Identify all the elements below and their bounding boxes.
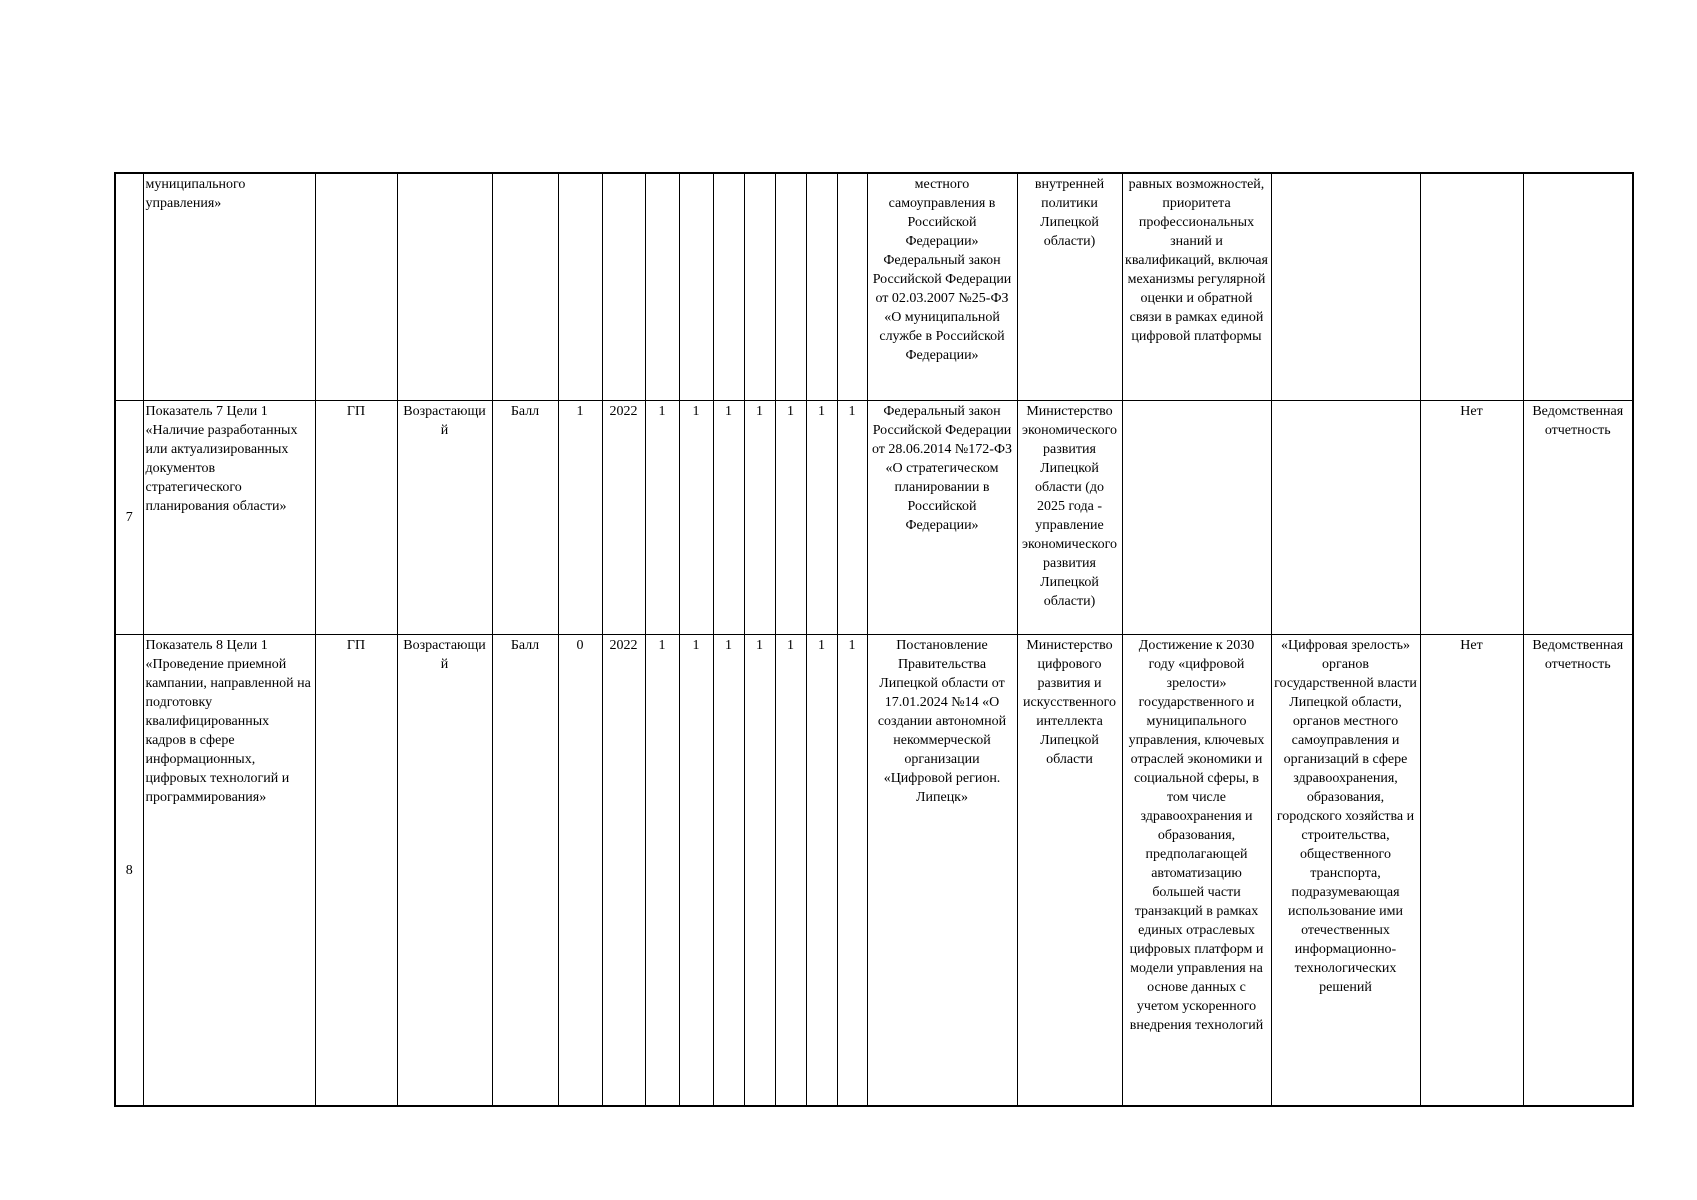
base-year [602, 173, 645, 401]
year-value: 1 [744, 401, 775, 635]
year-value [713, 173, 744, 401]
data-source: Ведомственная отчетность [1523, 401, 1633, 635]
gp-indicator-link [1271, 173, 1420, 401]
year-value: 1 [713, 635, 744, 1107]
indicators-table [114, 172, 1634, 1107]
gp-indicator-link: «Цифровая зрелость» органов государственной власти Липецкой области, органов местного самоуправления и организаций в сфере здравоохранения, образования, городского хозяйства и строительства, общественного транспорта, подразумевающая использование ими отечественных информационно-технологических решений [1271, 635, 1420, 1107]
indicator-level: ГП [315, 401, 397, 635]
data-source: Ведомственная отчетность [1523, 635, 1633, 1107]
row-number: 7 [115, 401, 143, 635]
table-row [115, 173, 1633, 401]
year-value: 1 [806, 401, 837, 635]
indicator-name: муниципального управления» [143, 173, 315, 401]
year-value: 1 [679, 401, 713, 635]
year-value [679, 173, 713, 401]
year-value: 1 [679, 635, 713, 1107]
responsible-body: Министерство экономического развития Липецкой области (до 2025 года - управление экономического развития Липецкой области) [1017, 401, 1122, 635]
indicator-unit [492, 173, 558, 401]
national-goal-link [1122, 401, 1271, 635]
year-value: 1 [806, 635, 837, 1107]
row-number [115, 173, 143, 401]
gis-flag: Нет [1420, 635, 1523, 1107]
legal-document: Федеральный закон Российской Федерации от 28.06.2014 №172-ФЗ «О стратегическом планировании в Российской Федерации» [867, 401, 1017, 635]
year-value: 1 [713, 401, 744, 635]
year-value: 1 [775, 635, 806, 1107]
indicator-level: ГП [315, 635, 397, 1107]
base-value [558, 173, 602, 401]
base-year: 2022 [602, 635, 645, 1107]
year-value [837, 173, 867, 401]
gis-flag [1420, 173, 1523, 401]
year-value: 1 [645, 635, 679, 1107]
year-value [744, 173, 775, 401]
indicator-unit: Балл [492, 401, 558, 635]
gis-flag: Нет [1420, 401, 1523, 635]
base-value: 0 [558, 635, 602, 1107]
gp-indicator-link [1271, 401, 1420, 635]
indicator-unit: Балл [492, 635, 558, 1107]
data-source [1523, 173, 1633, 401]
national-goal-link: Достижение к 2030 году «цифровой зрелости» государственного и муниципального управления, ключевых отраслей экономики и социальной сферы, в том числе здравоохранения и образования, предполагающей автоматизацию большей части транзакций в рамках единых отраслевых цифровых платформ и модели управления на основе данных с учетом ускоренного внедрения технологий [1122, 635, 1271, 1107]
legal-document: Постановление Правительства Липецкой области от 17.01.2024 №14 «О создании автономной некоммерческой организации «Цифровой регион. Липецк» [867, 635, 1017, 1107]
row-number: 8 [115, 635, 143, 1107]
indicator-name: Показатель 7 Цели 1 «Наличие разработанных или актуализированных документов стратегического планирования области» [143, 401, 315, 635]
year-value [806, 173, 837, 401]
indicator-direction: Возрастающий [397, 635, 492, 1107]
table-row [115, 635, 1633, 1107]
indicator-direction [397, 173, 492, 401]
legal-document: местного самоуправления в Российской Федерации» Федеральный закон Российской Федерации от 02.03.2007 №25-ФЗ «О муниципальной службе в Российской Федерации» [867, 173, 1017, 401]
indicator-level [315, 173, 397, 401]
year-value: 1 [744, 635, 775, 1107]
national-goal-link: равных возможностей, приоритета профессиональных знаний и квалификаций, включая механизмы регулярной оценки и обратной связи в рамках единой цифровой платформы [1122, 173, 1271, 401]
year-value: 1 [775, 401, 806, 635]
responsible-body: Министерство цифрового развития и искусственного интеллекта Липецкой области [1017, 635, 1122, 1107]
indicator-name: Показатель 8 Цели 1 «Проведение приемной кампании, направленной на подготовку квалифицированных кадров в сфере информационных, цифровых технологий и программирования» [143, 635, 315, 1107]
year-value [645, 173, 679, 401]
table-row [115, 401, 1633, 635]
indicator-direction: Возрастающий [397, 401, 492, 635]
year-value [775, 173, 806, 401]
base-value: 1 [558, 401, 602, 635]
year-value: 1 [837, 401, 867, 635]
base-year: 2022 [602, 401, 645, 635]
year-value: 1 [645, 401, 679, 635]
responsible-body: внутренней политики Липецкой области) [1017, 173, 1122, 401]
year-value: 1 [837, 635, 867, 1107]
